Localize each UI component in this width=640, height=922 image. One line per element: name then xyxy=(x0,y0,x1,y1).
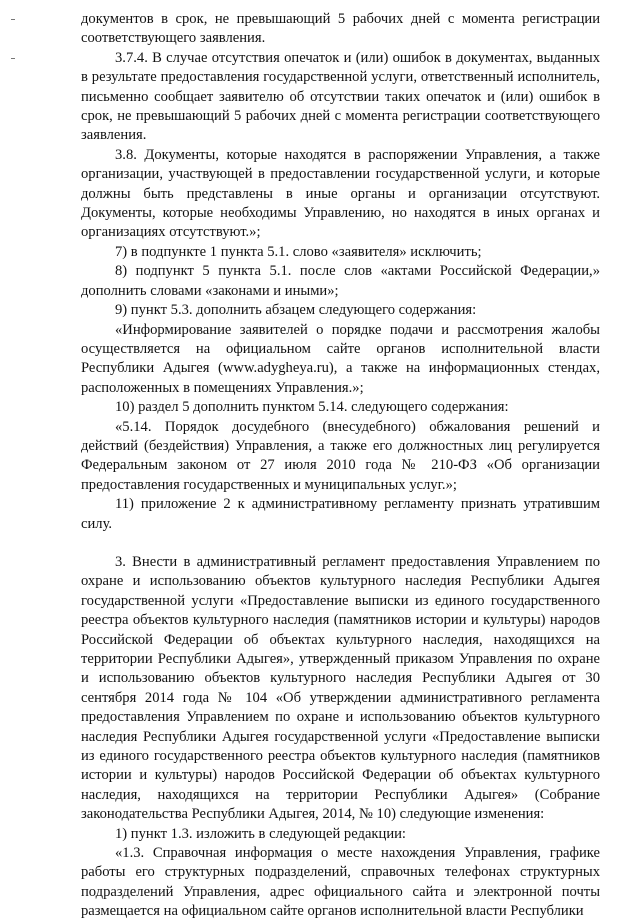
list-item-11: 11) приложение 2 к административному регламенту признать утратившим силу. xyxy=(81,496,600,532)
list-item-10: 10) раздел 5 дополнить пунктом 5.14. следующего содержания: xyxy=(115,399,509,416)
paragraph-continuation: документов в срок, не превышающий 5 рабочих дней с момента регистрации соответствующего заявления. xyxy=(81,11,600,47)
paragraph-3-8: 3.8. Документы, которые находятся в распоряжении Управления, а также организации, участвующей в предоставлении государственной услуги, и которые должны быть представлены в иные органы и организации отсутствуют. Документы, которые необходимы Управлению, но находятся в иных органах и организациях отсутствуют.»; xyxy=(81,146,600,241)
margin-mark xyxy=(11,19,15,20)
list-item-1: 1) пункт 1.3. изложить в следующей редакции: xyxy=(115,825,406,842)
list-item-9: 9) пункт 5.3. дополнить абзацем следующего содержания: xyxy=(115,302,477,319)
list-item-8: 8) подпункт 5 пункта 5.1. после слов «актами Российской Федерации,» дополнить словами «законами и иными»; xyxy=(81,263,600,299)
quoted-paragraph-1-3: «1.3. Справочная информация о месте нахождения Управления, графике работы его структурных подразделений, справочных телефонах структурных подразделений Управления, адрес официального сайта и электронной почты размещается на официальном сайте органов исполнительной власти Республики xyxy=(81,845,600,920)
quoted-paragraph-informing: «Информирование заявителей о порядке подачи и рассмотрения жалобы осуществляется на официальном сайте органов исполнительной власти Республики Адыгея (www.adygheya.ru), а также на информационных стендах, расположенных в помещениях Управления.»; xyxy=(81,321,600,396)
paragraph-3-7-4: 3.7.4. В случае отсутствия опечаток и (или) ошибок в документах, выданных в результате предоставления государственной услуги, ответственный исполнитель, письменно сообщает заявителю об отсутствии таких опечаток и (или) ошибок в срок, не превышающий 5 рабочих дней с момента регистрации соответствующего заявления. xyxy=(81,49,600,144)
margin-mark xyxy=(11,58,15,59)
list-item-7: 7) в подпункте 1 пункта 5.1. слово «заявителя» исключить; xyxy=(115,243,482,260)
document-page xyxy=(81,10,600,922)
quoted-paragraph-5-14: «5.14. Порядок досудебного (внесудебного) обжалования решений и действий (бездействия) Управления, а также его должностных лиц регулируется Федеральным законом от 27 июля 2010 года № 210-ФЗ «Об организации предоставления государственных и муниципальных услуг.»; xyxy=(81,418,600,493)
section-3-paragraph: 3. Внести в административный регламент предоставления Управлением по охране и использованию объектов культурного наследия Республики Адыгея государственной услуги «Предоставление выписки из единого государственного реестра объектов культурного наследия (памятников истории и культуры) народов Российской Федерации об объектах культурного наследия, находящихся на территории Республики Адыгея», утвержденный приказом Управления по охране и использованию объектов культурного наследия Республики Адыгея от 30 сентября 2014 года № 104 «Об утверждении административного регламента предоставления Управлением по охране и использованию объектов культурного наследия Республики Адыгея государственной услуги «Предоставление выписки из единого государственного реестра объектов культурного наследия (памятников истории и культуры) народов Российской Федерации об объектах культурного наследия, находящихся на территории Республики Адыгея» (Собрание законодательства Республики Адыгея, 2014, № 10) следующие изменения: xyxy=(81,553,600,823)
